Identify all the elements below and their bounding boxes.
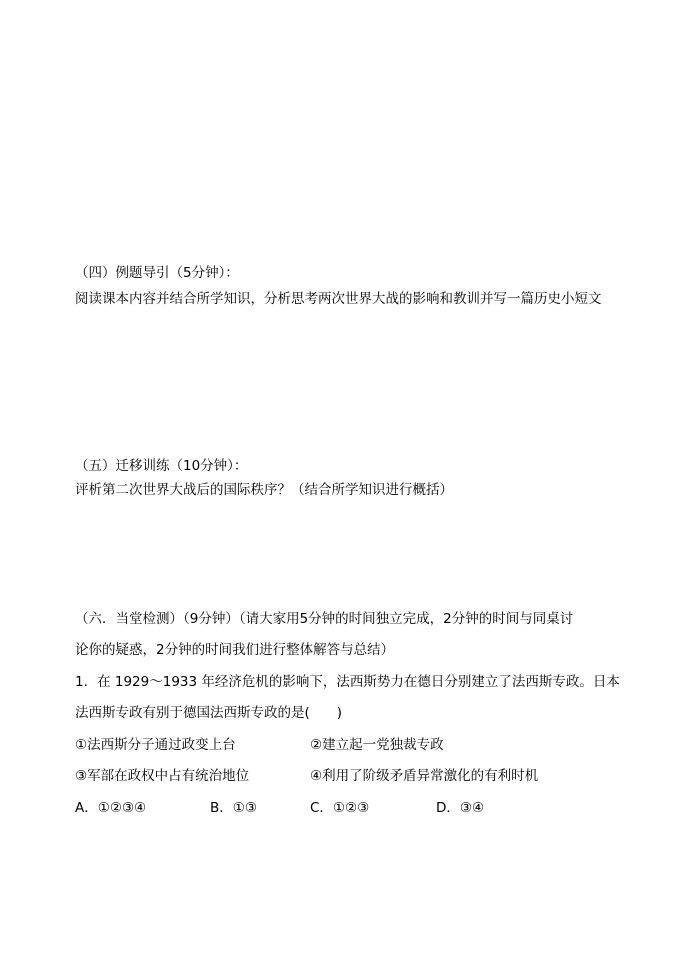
choice-d: D．③④ bbox=[436, 800, 485, 816]
choice-b: B．①③ bbox=[210, 800, 257, 816]
statement-4: ④利用了阶级矛盾异常激化的有利时机 bbox=[310, 768, 539, 784]
statement-2: ②建立起一党独裁专政 bbox=[310, 737, 444, 753]
choice-c: C．①②③ bbox=[310, 800, 370, 816]
statement-1: ①法西斯分子通过政变上台 bbox=[75, 737, 236, 753]
section5-heading: （五）迁移训练（10分钟）： bbox=[75, 458, 248, 474]
question1-stem-line1: 1．在 1929～1933 年经济危机的影响下，法西斯势力在德日分别建立了法西斯专政。日本 bbox=[75, 674, 620, 690]
section4-prompt: 阅读课本内容并结合所学知识，分析思考两次世界大战的影响和教训并写一篇历史小短文 bbox=[75, 291, 602, 307]
section5-prompt: 评析第二次世界大战后的国际秩序？（结合所学知识进行概括） bbox=[75, 482, 453, 498]
question1-stem-line2: 法西斯专政有别于德国法西斯专政的是( ) bbox=[75, 705, 343, 721]
choice-a: A．①②③④ bbox=[75, 800, 147, 816]
section4-heading: （四）例题导引（5分钟）： bbox=[75, 265, 239, 281]
section6-heading-line1: （六．当堂检测）（9分钟）（请大家用5分钟的时间独立完成，2分钟的时间与同桌讨 bbox=[75, 611, 574, 627]
section6-heading-line2: 论你的疑惑，2分钟的时间我们进行整体解答与总结） bbox=[75, 642, 395, 658]
statement-3: ③军部在政权中占有统治地位 bbox=[75, 768, 250, 784]
